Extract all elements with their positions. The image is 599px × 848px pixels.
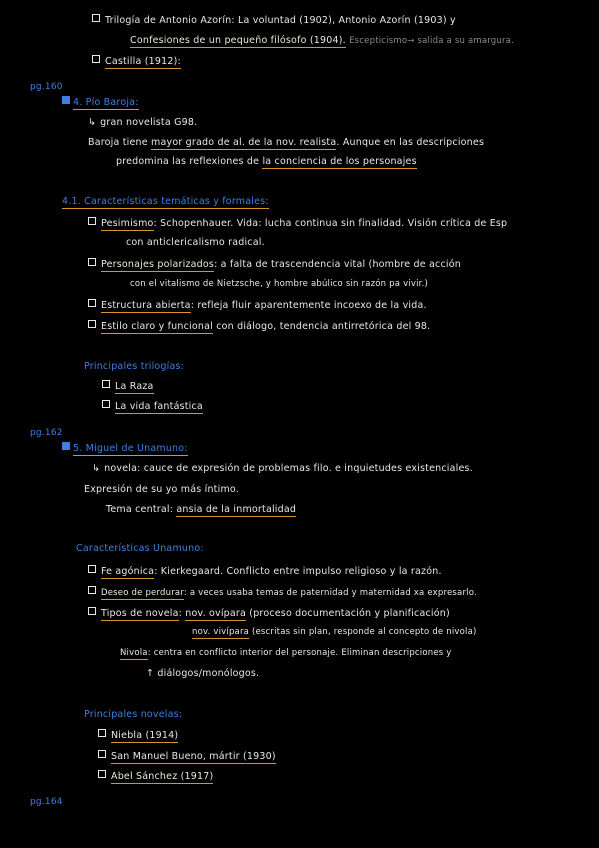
checkbox-icon [92,14,100,22]
checkbox-icon [88,217,96,225]
checkbox-icon [98,729,106,737]
checkbox-icon [62,442,70,450]
checkbox-icon [98,750,106,758]
list-item-abel-sanchez: Abel Sánchez (1917) [98,770,213,782]
checkbox-icon [88,299,96,307]
list-item-san-manuel: San Manuel Bueno, mártir (1930) [98,750,276,762]
line-pesimismo: Pesimismo: Schopenhauer. Vida: lucha continua sin finalidad. Visión crítica de Esp [88,217,507,229]
list-item-la-raza: La Raza [102,380,154,392]
checkbox-icon [88,258,96,266]
checkbox-icon [62,96,70,104]
line-castilla: Castilla (1912): [92,55,181,67]
line-tema-central: Tema central: ansia de la inmortalidad [106,504,297,515]
line-dialogos: ↑ diálogos/monólogos. [146,668,260,679]
checkbox-icon [88,565,96,573]
checkbox-icon [88,320,96,328]
line-confesiones: Confesiones de un pequeño filósofo (1904). Escepticismo→ salida a su amargura. [130,35,514,46]
list-item-niebla: Niebla (1914) [98,729,178,741]
line-azorin-trilogy: Trilogía de Antonio Azorín: La voluntad (1902), Antonio Azorín (1903) y [92,14,456,26]
checkbox-icon [102,380,110,388]
line-nivola: Nivola: centra en conflicto interior del personaje. Eliminan descripciones y [120,648,452,658]
line-anticlericalismo: con anticlericalismo radical. [126,237,265,248]
line-predomina: predomina las reflexiones de la conciencia de los personajes [116,156,417,167]
line-vitalismo: con el vitalismo de Nietzsche, y hombre abúlico sin razón pa vivir.) [130,279,428,289]
arrow-icon: ↳ [88,117,97,128]
heading-caracteristicas-baroja: 4.1. Características temáticas y formales: [62,196,269,207]
line-baroja-realista: Baroja tiene mayor grado de al. de la nov. realista. Aunque en las descripciones [88,137,485,148]
checkbox-icon [98,770,106,778]
page-ref-164: pg.164 [30,797,63,807]
list-item-vida-fantastica: La vida fantástica [102,400,203,412]
checkbox-icon [88,586,96,594]
heading-trilogias: Principales trilogías: [84,361,185,372]
page-ref-160: pg.160 [30,82,63,92]
line-gran-novelista: ↳ gran novelista G98. [88,117,198,128]
line-nov-vivipara: nov. vivípara (escritas sin plan, responde al concepto de nivola) [192,627,477,637]
heading-caracteristicas-unamuno: Características Unamuno: [76,543,204,554]
line-estructura: Estructura abierta: refleja fluir aparentemente incoexo de la vida. [88,299,427,311]
heading-baroja: 4. Pío Baroja: [62,96,139,108]
heading-unamuno: 5. Miguel de Unamuno: [62,442,188,454]
line-fe-agonica: Fe agónica: Kierkegaard. Conflicto entre impulso religioso y la razón. [88,565,442,577]
line-personajes: Personajes polarizados: a falta de trascendencia vital (hombre de acción [88,258,461,270]
arrow-icon: ↳ [92,463,101,474]
line-deseo-perdurar: Deseo de perdurar: a veces usaba temas de paternidad y maternidad xa expresarlo. [88,586,477,598]
checkbox-icon [92,55,100,63]
line-expresion-yo: Expresión de su yo más íntimo. [84,484,239,495]
checkbox-icon [102,400,110,408]
line-novela-cauce: ↳ novela: cauce de expresión de problemas filo. e inquietudes existenciales. [92,463,473,474]
page-ref-162: pg.162 [30,428,63,438]
line-tipos-novela: Tipos de novela: nov. ovípara (proceso documentación y planificación) [88,607,450,619]
heading-novelas: Principales novelas: [84,709,183,720]
checkbox-icon [88,607,96,615]
line-estilo: Estilo claro y funcional con diálogo, tendencia antirretórica del 98. [88,320,430,332]
